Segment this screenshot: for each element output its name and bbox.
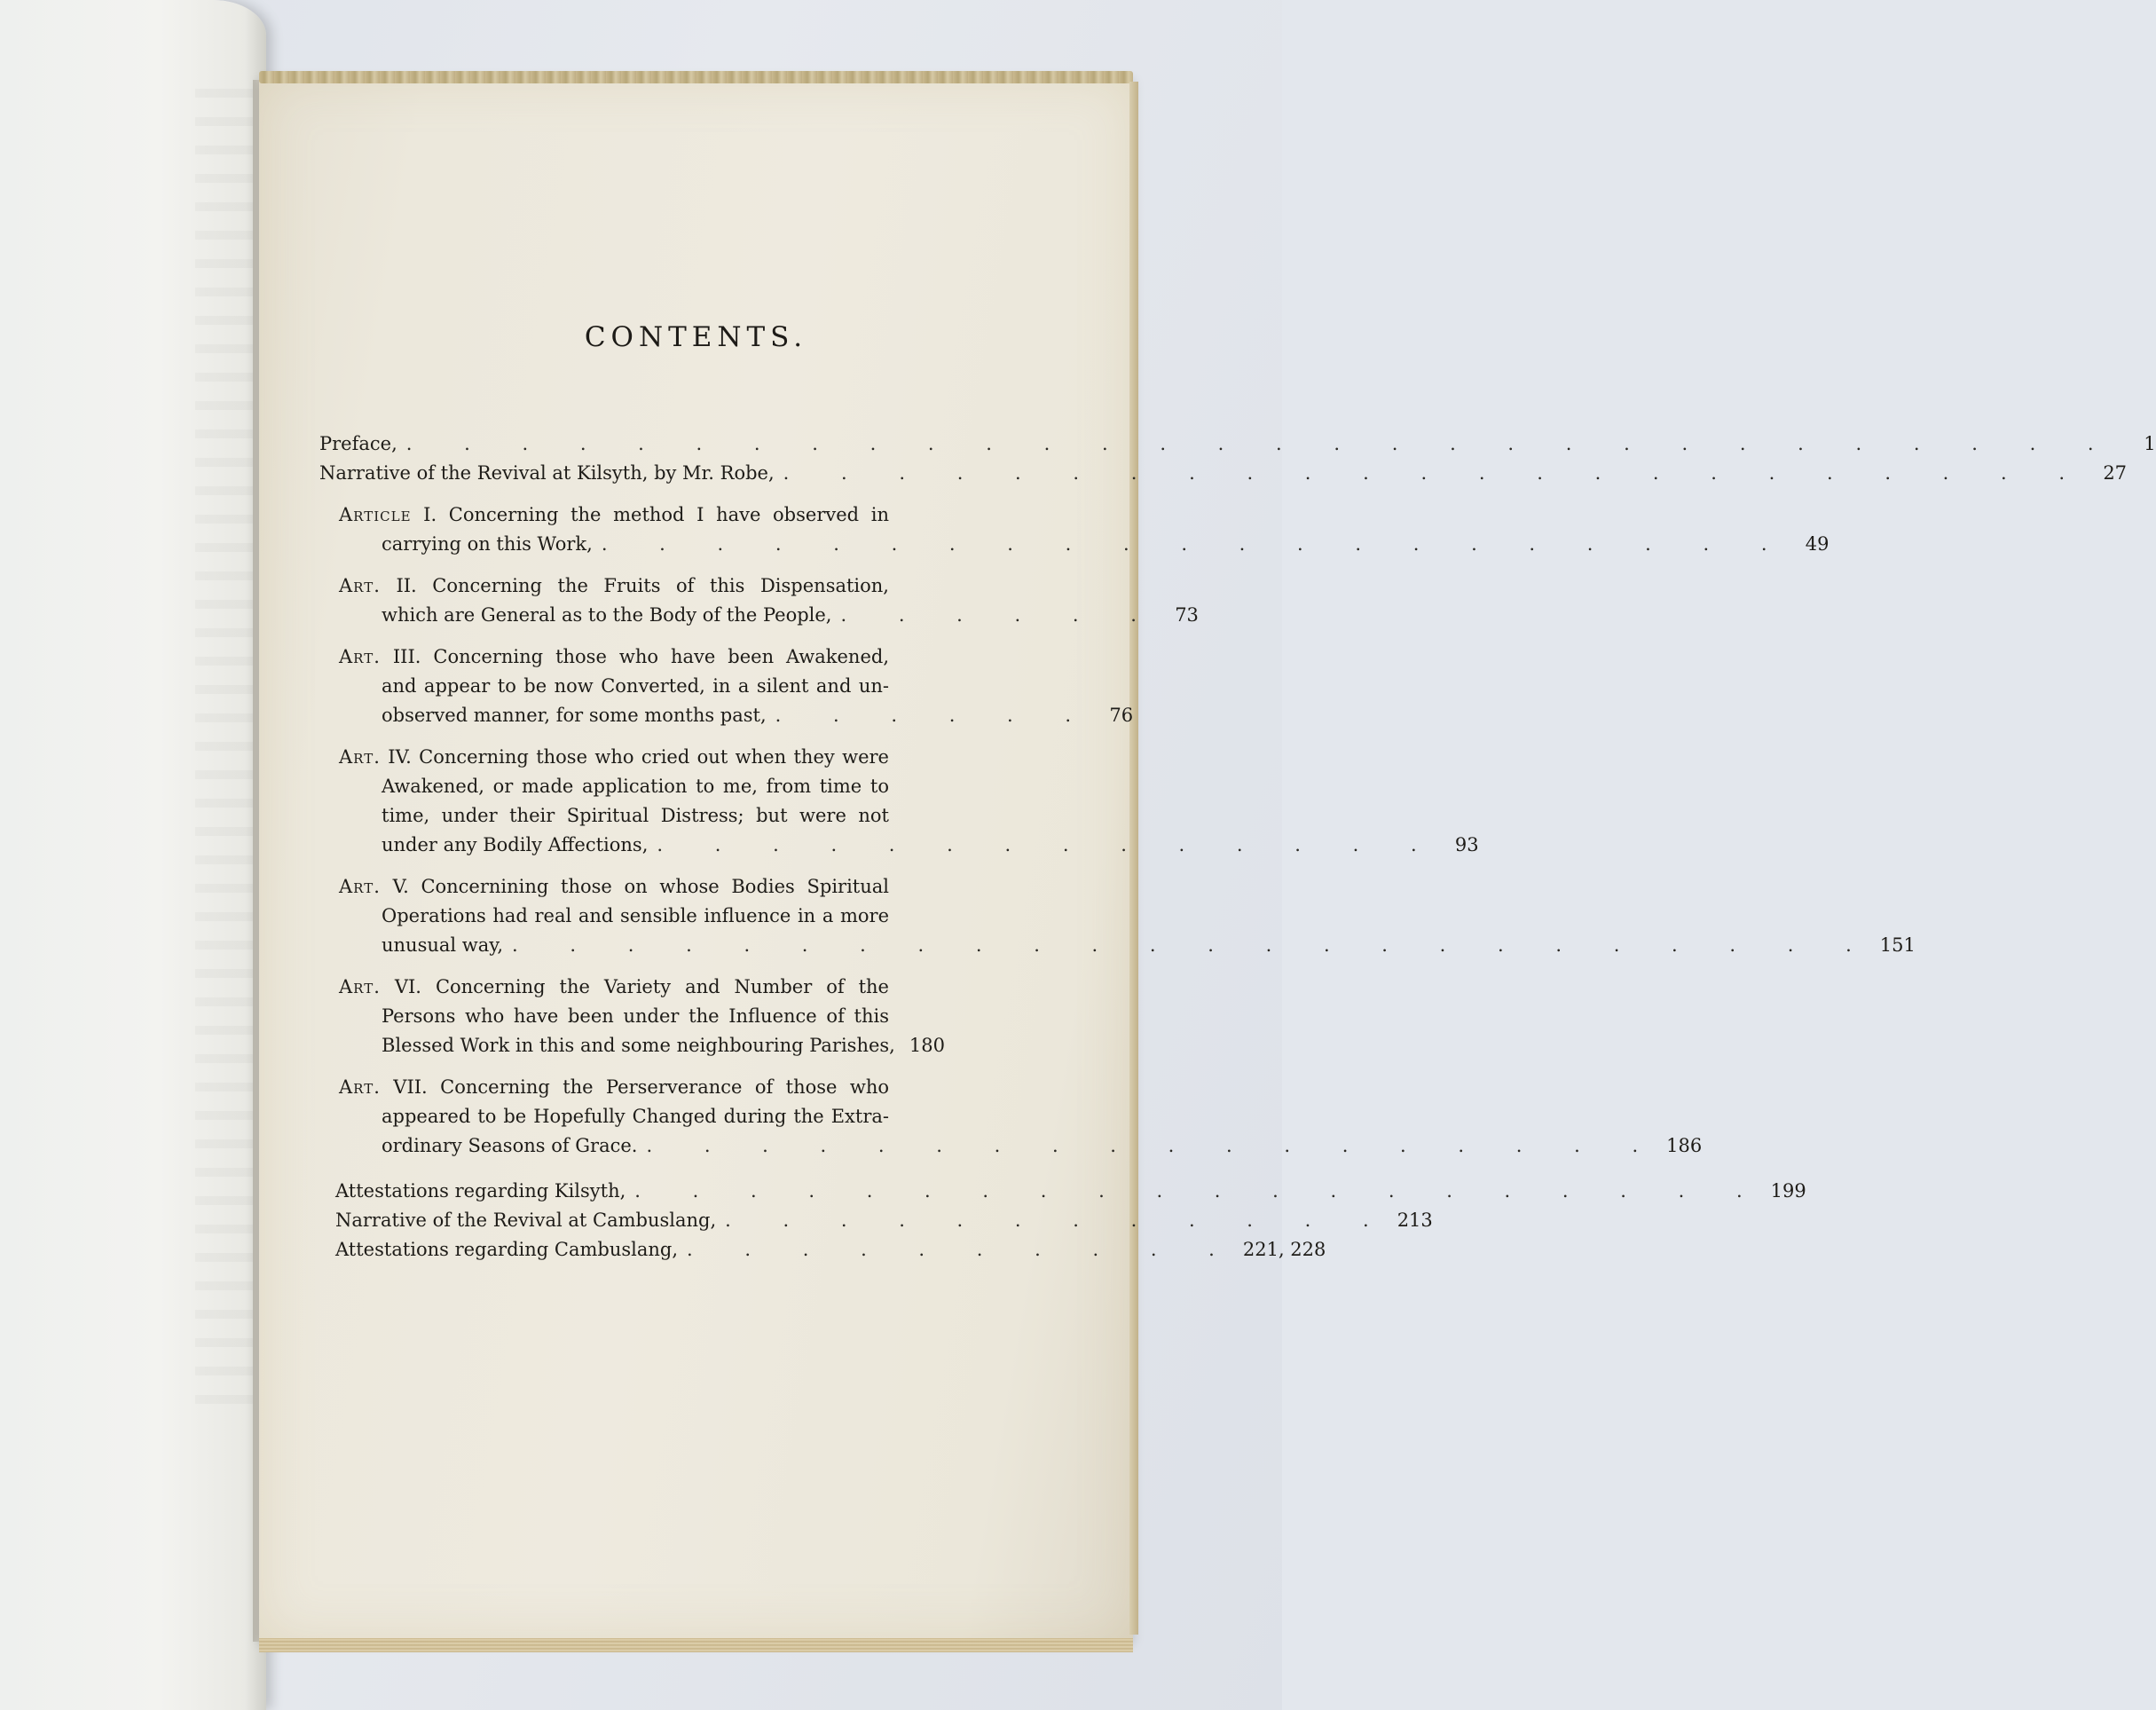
toc-page-number: 151: [1879, 934, 1916, 956]
toc-page-number: 93: [1454, 834, 1479, 855]
article-last-line: [382, 701, 1134, 730]
toc-article: [339, 872, 1916, 960]
article-heading-line: [339, 500, 889, 530]
dot-leader: . . . . . . . . . . . . . . . . . . . . . . . . . . . . . .: [405, 433, 2117, 454]
article-text-line: under any Bodily Affections,: [382, 834, 649, 855]
article-text-line: time, under their Spiritual Distress; but were not: [382, 805, 889, 826]
article-prefix: Art.: [339, 876, 381, 897]
article-prefix: Art.: [339, 976, 381, 997]
toc-page-number: 199: [1770, 1180, 1806, 1202]
article-prefix: Article: [339, 504, 412, 525]
toc-article: [339, 571, 1199, 630]
article-last-line: [382, 1031, 945, 1060]
article-text-line: and appear to be now Converted, in a silent and un-: [382, 675, 889, 697]
article-numeral: V.: [392, 876, 409, 897]
toc-article: [339, 500, 1829, 559]
article-numeral: VI.: [394, 976, 421, 997]
toc-page-number: 76: [1109, 705, 1134, 726]
article-text-line: appeared to be Hopefully Changed during the Extra-: [382, 1106, 889, 1127]
toc-entry-label: Narrative of the Revival at Cambuslang,: [335, 1210, 717, 1231]
article-prefix: Art.: [339, 646, 381, 667]
toc-article: [339, 642, 1134, 730]
toc-page-number: 180: [909, 1035, 945, 1056]
toc-article: [339, 973, 945, 1060]
article-text-line: Concerning those who cried out when they were: [419, 746, 889, 768]
toc-page-number: 49: [1805, 533, 1829, 555]
article-numeral: IV.: [388, 746, 412, 768]
toc-entry-narrative-kilsyth: [319, 459, 2128, 488]
dot-leader: . . . . . . . . . . . . . . . . . .: [646, 1135, 1662, 1156]
article-heading-line: [339, 571, 889, 601]
article-text-line: Concerning the Fruits of this Dispensation,: [432, 575, 889, 596]
dot-leader: . . . . . . . . . . . . . . . . . . . . .: [601, 533, 1790, 555]
dot-leader: . . . . . . . . . . . .: [725, 1210, 1392, 1231]
article-text-line: which are General as to the Body of the People,: [382, 604, 832, 626]
article-prefix: Art.: [339, 575, 381, 596]
article-numeral: II.: [396, 575, 417, 596]
article-text-line: Concerning the method I have observed in: [448, 504, 889, 525]
article-last-line: [382, 530, 1829, 559]
article-text-line: Blessed Work in this and some neighbouring Parishes,: [382, 1035, 895, 1056]
toc-entry-preface: [319, 429, 2156, 459]
article-last-line: [382, 831, 1479, 860]
article-text-line: Persons who have been under the Influence of this: [382, 1005, 889, 1027]
article-heading-line: [339, 973, 889, 1002]
article-text-line: ordinary Seasons of Grace.: [382, 1135, 638, 1156]
page-title: CONTENTS.: [584, 321, 808, 353]
article-text-line: Concerning the Perserverance of those who: [440, 1076, 889, 1098]
toc-article: [339, 743, 1479, 860]
article-heading-line: [339, 872, 889, 902]
article-numeral: VII.: [393, 1076, 428, 1098]
article-text-line: Operations had real and sensible influence in a more: [382, 905, 889, 926]
dot-leader: . . . . . .: [775, 705, 1095, 726]
toc-page-number: 221, 228: [1242, 1239, 1326, 1260]
toc-entry-label: Preface,: [319, 433, 397, 454]
table-of-contents: [319, 429, 2156, 1265]
dot-leader: . . . . . . . . . .: [687, 1239, 1238, 1260]
toc-page-number: 186: [1666, 1135, 1703, 1156]
dot-leader: . . . . . . . . . . . . . .: [657, 834, 1440, 855]
article-text-line: observed manner, for some months past,: [382, 705, 767, 726]
article-heading-line: [339, 642, 889, 672]
toc-entry-attestations-kilsyth: [335, 1177, 1806, 1206]
article-text-line: unusual way,: [382, 934, 504, 956]
dot-leader: . . . . . . . . . . . . . . . . . . . . . . .: [783, 462, 2089, 484]
article-text-line: carrying on this Work,: [382, 533, 593, 555]
toc-entry-narrative-cambuslang: [335, 1206, 1433, 1235]
article-heading-line: [339, 1073, 889, 1102]
article-heading-line: [339, 743, 889, 772]
article-text-line: Concerning those who have been Awakened,: [433, 646, 889, 667]
toc-page-number: 1: [2144, 433, 2156, 454]
article-prefix: Art.: [339, 746, 381, 768]
article-text-line: Concernining those on whose Bodies Spiritual: [421, 876, 889, 897]
left-facing-page: [0, 0, 266, 1710]
article-prefix: Art.: [339, 1076, 381, 1098]
toc-page-number: 213: [1397, 1210, 1433, 1231]
article-numeral: I.: [423, 504, 437, 525]
dot-leader: . . . . . . . . . . . . . . . . . . . .: [634, 1180, 1766, 1202]
article-last-line: [382, 1131, 1703, 1161]
toc-article: [339, 1073, 1703, 1161]
toc-entry-attestations-cambuslang: [335, 1235, 1326, 1265]
toc-page-number: 27: [2103, 462, 2128, 484]
toc-entry-label: Attestations regarding Cambuslang,: [335, 1239, 679, 1260]
toc-entry-label: Attestations regarding Kilsyth,: [335, 1180, 626, 1202]
dot-leader: . . . . . .: [840, 604, 1160, 626]
toc-page-number: 73: [1175, 604, 1199, 626]
article-last-line: [382, 601, 1199, 630]
article-numeral: III.: [392, 646, 421, 667]
article-last-line: [382, 931, 1916, 960]
article-text-line: Awakened, or made application to me, from time to: [382, 776, 889, 797]
toc-entry-label: Narrative of the Revival at Kilsyth, by Mr. Robe,: [319, 462, 775, 484]
article-text-line: Concerning the Variety and Number of the: [435, 976, 889, 997]
dot-leader: . . . . . . . . . . . . . . . . . . . . . . . .: [512, 934, 1875, 956]
